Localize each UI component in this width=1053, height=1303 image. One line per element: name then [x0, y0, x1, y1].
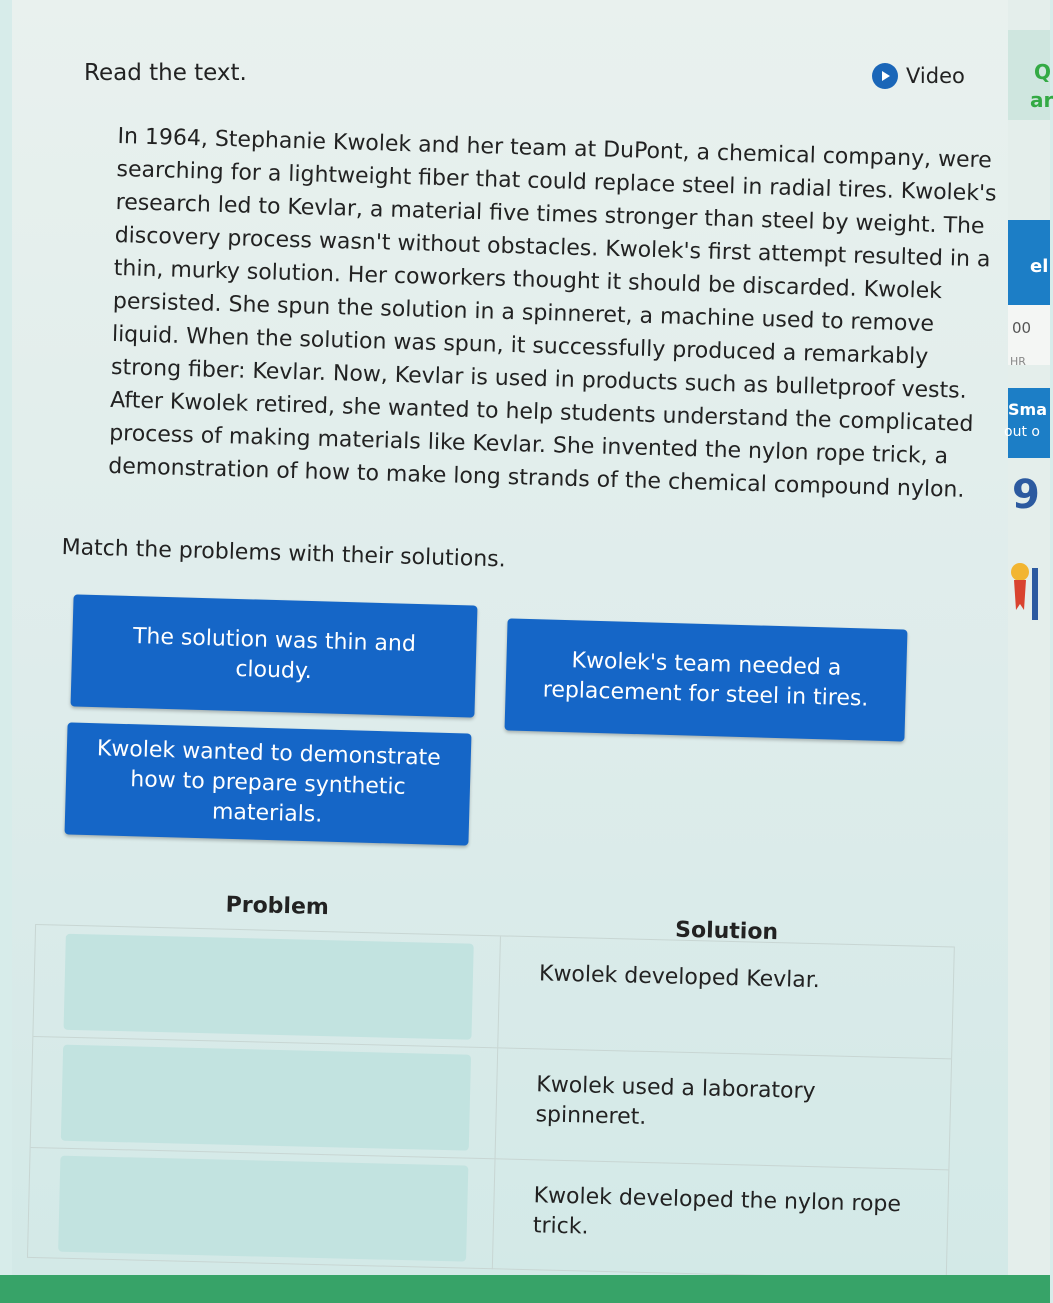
medal-icon [1008, 560, 1038, 620]
timer-value: 00 [1012, 319, 1032, 337]
smartscore-value: 9 [1012, 472, 1040, 518]
bottom-bar [0, 1275, 1050, 1303]
play-icon[interactable] [872, 63, 898, 89]
read-text-label: Read the text. [84, 60, 247, 86]
problem-drop-zone-2[interactable] [61, 1045, 471, 1151]
reading-passage [108, 120, 1008, 508]
problem-tile-thin-solution[interactable]: The solution was thin and cloudy. [71, 594, 478, 717]
solution-column-header: Solution [674, 917, 779, 946]
matching-grid [27, 924, 955, 1280]
timer-panel [1008, 305, 1050, 368]
solution-text-1: Kwolek developed Kevlar. [538, 961, 821, 994]
questions-answered-panel [1008, 30, 1053, 120]
problem-column-header: Problem [225, 892, 330, 921]
solution-text-2: Kwolek used a laboratory spinneret. [535, 1072, 816, 1130]
video-link[interactable] [872, 63, 965, 89]
instruction-text: Match the problems with their solutions. [61, 535, 507, 573]
problem-tile-demonstrate[interactable]: Kwolek wanted to demonstrate how to prepare synthetic materials. [65, 722, 472, 845]
timer-unit: HR [1010, 355, 1026, 368]
table-row [28, 1147, 948, 1280]
sidebar-top-a: Q [1034, 60, 1052, 84]
column-divider [495, 1047, 499, 1158]
smartscore-label: Sma [1008, 400, 1047, 419]
matching-table [27, 888, 956, 1280]
right-sidebar [1004, 0, 1053, 1303]
problem-drop-zone-1[interactable] [64, 934, 474, 1040]
column-divider [497, 936, 501, 1047]
smartscore-sub-label: out o [1004, 424, 1040, 440]
problem-drop-zone-3[interactable] [58, 1156, 468, 1262]
passage-text: In 1964, Stephanie Kwolek and her team at DuPont, a chemical company, were searching for a lightweight fiber that could replace steel in radial tires. Kwolek's research led to Kevlar, a material five times stronger than steel by weight. The discovery process wasn't without obstacles. Kwolek's first attempt resulted in a thin, murky solution. Her coworkers thought it should be discarded. Kwolek persisted. She spun the solution in a spinneret, a machine used to remove liquid. When the solution was spun, it successfully produced a remarkably strong fiber: Kevlar. Now, Kevlar is used in products such as bulletproof vests. After Kwolek retired, she wanted to help students understand the complicated process of making materials like Kevlar. She invented the nylon rope trick, a demonstration of how to make long strands of the chemical compound nylon. [107, 123, 997, 503]
sidebar-blue-label: el [1030, 256, 1049, 277]
video-label[interactable]: Video [906, 64, 965, 88]
column-divider [492, 1158, 496, 1269]
smartscore-panel [1004, 388, 1050, 458]
sidebar-top-b: ar [1030, 88, 1053, 112]
problem-tile-steel-replacement[interactable]: Kwolek's team needed a replacement for steel in tires. [505, 618, 908, 741]
solution-text-3: Kwolek developed the nylon rope trick. [532, 1183, 902, 1240]
